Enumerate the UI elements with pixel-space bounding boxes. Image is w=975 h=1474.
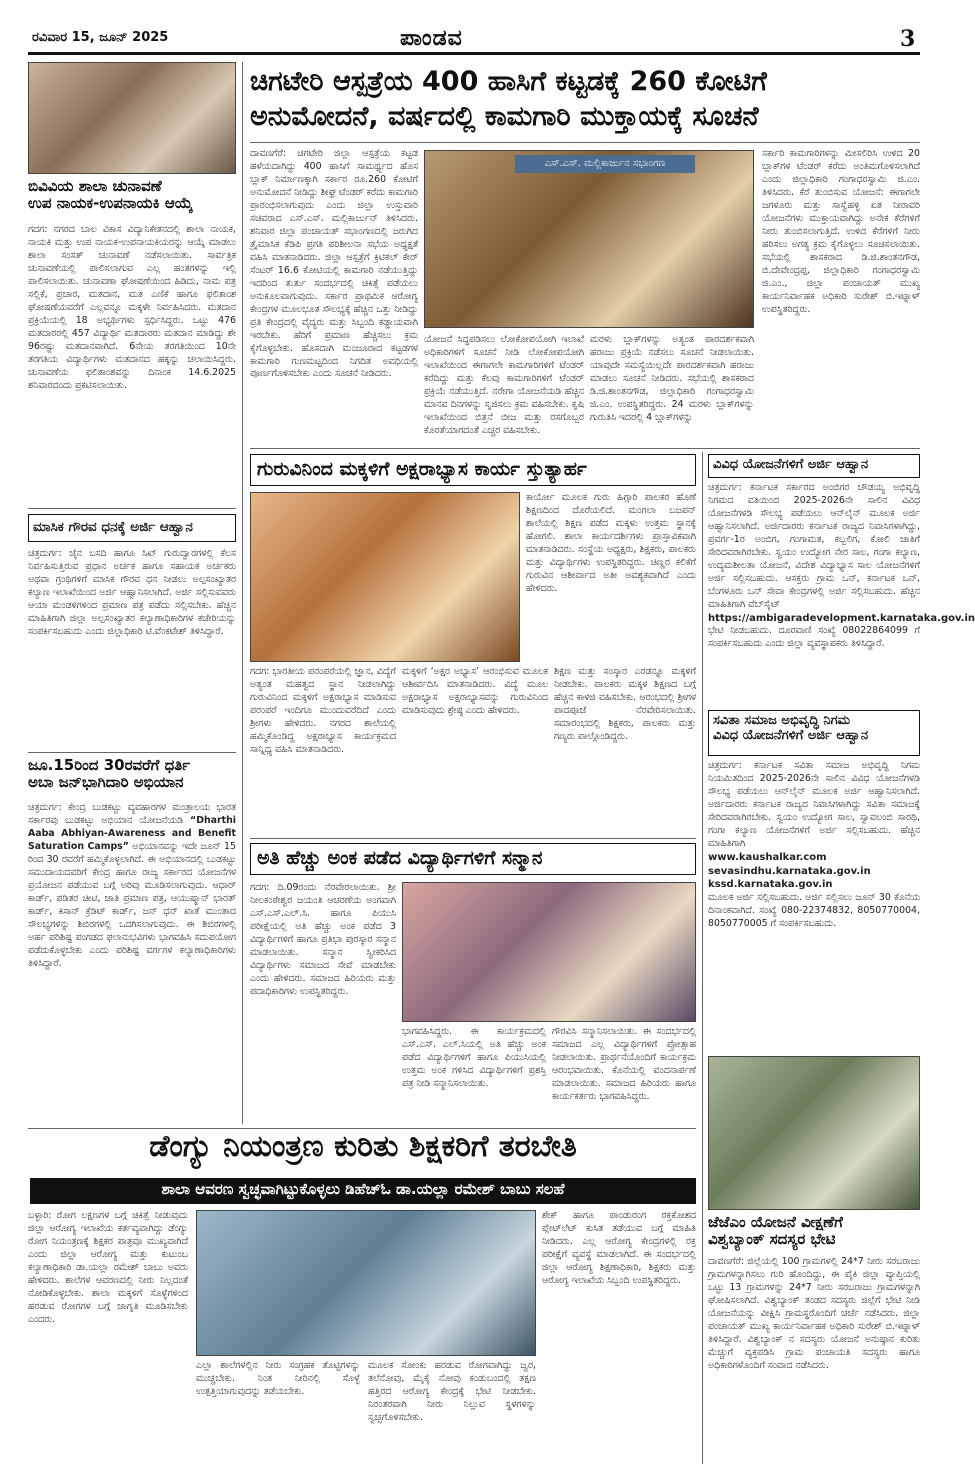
ambigara-url[interactable]: https://ambigaradevelopment.karnataka.gov.in	[708, 612, 975, 624]
dengue-training-photo	[196, 1210, 536, 1356]
akshara-col-3: ಶಿಕ್ಷಣ ಮತ್ತು ಸಂಸ್ಕಾರ ಎರಡನ್ನೂ ಮಕ್ಕಳಿಗೆ ನೀಡಬೇಕು. ಪಾಲಕರು ಮಕ್ಕಳ ಶಿಕ್ಷಣದ ಬಗ್ಗೆ ಹೆಚ್ಚಿನ ಕಾಳಜಿ ವಹಿಸಬೇಕು. ಆರಂಭದಲ್ಲಿ ಶ್ರೀಗಳ ಪಾದಪೂಜೆ ನೆರವೇರಿಸಲಾಯಿತು. ಸಮಾರಂಭದಲ್ಲಿ ಶಿಕ್ಷಕರು, ಪಾಲಕರು ಮತ್ತು ಗಣ್ಯರು ಪಾಲ್ಗೊಂಡಿದ್ದರು.	[554, 666, 696, 742]
honorarium-headline: ಮಾಸಿಕ ಗೌರವ ಧನಕ್ಕೆ ಅರ್ಜಿ ಆಹ್ವಾನ	[28, 514, 236, 542]
school-election-headline	[28, 178, 236, 213]
akshara-col-1: ಗದಗ: ಭಾರತೀಯ ಪರಂಪರೆಯಲ್ಲಿ ಜ್ಞಾನ, ವಿದ್ಯೆಗೆ ಅತ್ಯಂತ ಮಹತ್ವದ ಸ್ಥಾನ ನೀಡಲಾಗಿದ್ದು ಗುರುವಿನಿಂದ ಮಕ್ಕಳಿಗೆ ಅಕ್ಷರಾಭ್ಯಾಸ ಮಾಡಿಸುವ ಪರಂಪರೆ ಇಂದಿಗೂ ಮುಂದುವರೆದಿದೆ ಎಂದು ಶ್ರೀಗಳು ಹೇಳಿದರು. ನಗರದ ಶಾಲೆಯಲ್ಲಿ ಹಮ್ಮಿಕೊಂಡಿದ್ದ ಅಕ್ಷರಾಭ್ಯಾಸ ಕಾರ್ಯಕ್ರಮದ ಸಾನ್ನಿಧ್ಯ ವಹಿಸಿ ಮಾತನಾಡಿದರು.	[250, 666, 396, 755]
school-election-title: ಬಿವಿವಿಯ ಶಾಲಾ ಚುನಾವಣೆ	[28, 177, 162, 195]
savitha-headline	[708, 710, 920, 756]
divider	[250, 448, 920, 449]
jjm-subtitle: ವಿಶ್ವಬ್ಯಾಂಕ್ ಸದಸ್ಯರ ಭೇಟಿ	[708, 1230, 836, 1249]
savitha-title: ಸವಿತಾ ಸಮಾಜ ಅಭಿವೃದ್ಧಿ ನಿಗಮ	[713, 713, 851, 728]
jjm-photo	[708, 1056, 920, 1210]
ambigara-body	[708, 482, 975, 706]
column-rule	[242, 62, 243, 1124]
ambigara-text-2: ಭೇಟಿ ನೀಡಬಹುದು. ದೂರವಾಣಿ ಸಂಖ್ಯೆ 08022864099 ಗೆ ಸಂಪರ್ಕಿಸಬಹುದು ಎಂದು ಜಿಲ್ಲಾ ವ್ಯವಸ್ಥಾಪಕರು ತಿಳಿಸಿದ್ದಾರೆ.	[708, 625, 920, 650]
akshara-right-col: ಕಾರ್ಯೋ ಮೂಲಕ ಗುರು ಹಿಗ್ಗಾರಿ ಪಾಲಕರ ಹೊಣೆ ಶಿಕ್ಷಣದಿಂದ ದೊರೆಯಲಿದೆ. ಮಂಗಲಾ ಬಜಪನ್ ಶಾಲೆಯಲ್ಲಿ ಶಿಕ್ಷಣ ಪಡೆದ ಮಕ್ಕಳು ಉತ್ತಮ ಸ್ಥಾನಕ್ಕೆ ಹೋಗಲಿ. ಶಾಲಾ ಕಾರ್ಯದರ್ಶಿಗಳು ಪ್ರಾಸ್ತಾವಿಕವಾಗಿ ಮಾತನಾಡಿದರು. ಸಂಸ್ಥೆಯ ಅಧ್ಯಕ್ಷರು, ಶಿಕ್ಷಕರು, ಪಾಲಕರು ಮತ್ತು ವಿದ್ಯಾರ್ಥಿಗಳು ಉಪಸ್ಥಿತರಿದ್ದರು. ಚಿಣ್ಣರ ಕಲಿಕೆಗೆ ಗುರುವಿನ ಆಶೀರ್ವಾದ ಅತೀ ಅವಶ್ಯಕವಾಗಿದೆ ಎಂದು ಹೇಳಿದರು.	[526, 492, 696, 594]
felicitation-photo	[402, 882, 696, 1022]
lead-col-1: ದಾವಣಗೆರೆ: ಚಿಗಟೇರಿ ಜಿಲ್ಲಾ ಆಸ್ಪತ್ರೆಯ ಕಟ್ಟಡ ಹಳೆಯದಾಗಿದ್ದು 400 ಹಾಸಿಗೆ ಸಾಮರ್ಥ್ಯದ ಹೊಸ ಬ್ಲಾಕ್ ನಿರ್ಮಾಣಕ್ಕಾಗಿ ಸರ್ಕಾರ ರೂ.260 ಕೋಟಿಗೆ ಅನುಮೋದನೆ ನೀಡಿದ್ದು ಶೀಘ್ರ ಟೆಂಡರ್ ಕರೆದು ಕಾಮಗಾರಿ ಪ್ರಾರಂಭಿಸಲಾಗುವುದು ಎಂದು ಜಿಲ್ಲಾ ಉಸ್ತುವಾರಿ ಸಚಿವರಾದ ಎಸ್.ಎಸ್. ಮಲ್ಲಿಕಾರ್ಜುನ್ ತಿಳಿಸಿದರು. ಶನಿವಾರ ಜಿಲ್ಲಾ ಪಂಚಾಯತ್ ಸಭಾಂಗಣದಲ್ಲಿ ಜರುಗಿದ ತ್ರೈಮಾಸಿಕ ಕೆಡಿಪಿ ಪ್ರಗತಿ ಪರಿಶೀಲನಾ ಸಭೆಯ ಅಧ್ಯಕ್ಷತೆ ವಹಿಸಿ ಮಾತನಾಡಿದರು. ಜಿಲ್ಲಾ ಆಸ್ಪತ್ರೆಗೆ ಕ್ರಿಟಿಕಲ್ ಕೇರ್ ಸೆಂಟರ್ 16.6 ಕೋಟಿಯಲ್ಲಿ ಕಾಮಗಾರಿ ನಡೆಯುತ್ತಿದ್ದು ಇದರಿಂದ ತುರ್ತು ಸಂದರ್ಭದಲ್ಲಿ ಚಿಕಿತ್ಸೆ ಪಡೆಯಲು ಅನುಕೂಲವಾಗುವುದು. ಸರ್ಕಾರ ಪ್ರಾಥಮಿಕ ಆರೋಗ್ಯ ಕೇಂದ್ರಗಳ ಮೂಲಭೂತ ಸೌಲಭ್ಯಕ್ಕೆ ಹೆಚ್ಚಿನ ಒತ್ತು ನೀಡಿದ್ದು ಪ್ರತಿ ಕೇಂದ್ರದಲ್ಲಿ ವೈದ್ಯರು ಮತ್ತು ಸಿಬ್ಬಂದಿ ಕಡ್ಡಾಯವಾಗಿ ಇರಬೇಕು. ಹೆರಿಗೆ ಪ್ರಮಾಣ ಹೆಚ್ಚಿಸಲು ಕ್ರಮ ಕೈಗೊಳ್ಳಬೇಕು. ಹೊಸದಾಗಿ ಮಂಜೂರಾದ ಕಟ್ಟಡಗಳ ಕಾಮಗಾರಿ ಗುಣಮಟ್ಟದಿಂದ ನಿಗದಿತ ಅವಧಿಯಲ್ಲಿ ಪೂರ್ಣಗೊಳಿಸಬೇಕು ಎಂದು ಸೂಚನೆ ನೀಡಿದರು.	[250, 148, 418, 380]
savitha-text-2: ಮೂಲಕ ಅರ್ಜಿ ಸಲ್ಲಿಸಬಹುದು. ಅರ್ಜಿ ಸಲ್ಲಿಸಲು ಜೂನ್ 30 ಕೊನೆಯ ದಿನಾಂಕವಾಗಿದೆ. ಸಂಖ್ಯೆ 080-22374832, 8050770004, 8050770005 ಗೆ ಸಂಪರ್ಕಿಸಬಹುದು.	[708, 892, 920, 930]
savitha-body	[708, 760, 920, 1050]
meeting-photo	[424, 150, 754, 328]
dengue-col-4: ಶೇಕ್ ಹಾಗೂ ಪಾಂಡುರಂಗ ರಕ್ತಕೋಶದ ಪ್ಲೇಟ್‌ಲೆಟ್ ಕುಸಿತ ತಡೆಯುವ ಬಗ್ಗೆ ಮಾಹಿತಿ ನೀಡಿದರು. ಎಲ್ಲ ಆರೋಗ್ಯ ಕೇಂದ್ರಗಳಲ್ಲಿ ರಕ್ತ ಪರೀಕ್ಷೆಗೆ ವ್ಯವಸ್ಥೆ ಮಾಡಲಾಗಿದೆ. ಈ ಸಂದರ್ಭದಲ್ಲಿ ಜಿಲ್ಲಾ ಆರೋಗ್ಯ ಶಿಕ್ಷಣಾಧಿಕಾರಿ, ಶಿಕ್ಷಕರು ಮತ್ತು ಆರೋಗ್ಯ ಇಲಾಖೆಯ ಸಿಬ್ಬಂದಿ ಉಪಸ್ಥಿತರಿದ್ದರು.	[542, 1210, 696, 1286]
dharti-aaba-english-title: “Dharthi Aaba Abhiyan-Awareness and Benefit Saturation Camps”	[28, 814, 236, 852]
dengue-col-2: ಎಲ್ಲಾ ಶಾಲೆಗಳಲ್ಲಿನ ನೀರು ಸಂಗ್ರಹಕ ತೊಟ್ಟಿಗಳನ್ನು ಮುಚ್ಚಬೇಕು. ನಿಂತ ನೀರಿನಲ್ಲಿ ಸೊಳ್ಳೆ ಉತ್ಪತ್ತಿಯಾಗುವುದನ್ನು ತಡೆಯಬೇಕು.	[196, 1360, 360, 1397]
lead-col-3: ಮರಳು ಬ್ಲಾಕ್‌ಗಳನ್ನು ಅತ್ಯಂತ ಪಾರದರ್ಶಕವಾಗಿ ಹರಾಜು ಪ್ರಕ್ರಿಯೆ ನಡೆಸಲು ಸೂಚನೆ ನೀಡಲಾಯಿತು. ಯಾವುದೇ ಸಮಸ್ಯೆಯಿಲ್ಲದೇ ಪಾರದರ್ಶಕವಾಗಿ ಹರಾಜು ಮಾಡಲು ಸೂಚನೆ ನೀಡಿದರು. ಸಭೆಯಲ್ಲಿ ಶಾಸಕರಾದ ಡಿ.ಜಿ.ಶಾಂತನಗೌಡ, ಜಿಲ್ಲಾಧಿಕಾರಿ ಗಂಗಾಧರಸ್ವಾಮಿ ಜಿ.ಎಂ. ಉಪಸ್ಥಿತರಿದ್ದರು. 24 ಮರಳು ಬ್ಲಾಕ್‌ಗಳನ್ನು ಗುರುತಿಸಿ ಇದರಲ್ಲಿ 4 ಬ್ಲಾಕ್‌ಗಳನ್ನು	[590, 334, 754, 423]
dharti-aaba-headline	[28, 757, 236, 792]
savitha-text: ಚಿತ್ರದುರ್ಗ: ಕರ್ನಾಟಕ ಸವಿತಾ ಸಮಾಜ ಅಭಿವೃದ್ಧಿ ನಿಗಮ ನಿಯಮಿತದಿಂದ 2025-2026ನೇ ಸಾಲಿನ ವಿವಿಧ ಯೋಜನೆಗಳಡಿ ಸೌಲಭ್ಯ ಪಡೆಯಲು ಆನ್‌ಲೈನ್ ಮೂಲಕ ಅರ್ಜಿ ಆಹ್ವಾನಿಸಲಾಗಿದೆ. ಅರ್ಜಿದಾರರು ಕರ್ನಾಟಕ ರಾಜ್ಯದ ನಿವಾಸಿಗಳಾಗಿದ್ದು ಸವಿತಾ ಸಮಾಜಕ್ಕೆ ಸೇರಿದವರಾಗಿರಬೇಕು. ಸ್ವಯಂ ಉದ್ಯೋಗ ಸಾಲ, ಸ್ವಾವಲಂಬಿ ಸಾರಥಿ, ಗಂಗಾ ಕಲ್ಯಾಣ ಯೋಜನೆಗಳಿಗೆ ಅರ್ಜಿ ಸಲ್ಲಿಸಬಹುದು. ಹೆಚ್ಚಿನ ಮಾಹಿತಿಗಾಗಿ	[708, 760, 920, 849]
divider	[250, 142, 920, 143]
honorarium-body: ಚಿತ್ರದುರ್ಗ: ಜೈನ ಬಸದಿ ಹಾಗೂ ಸಿಖ್ ಗುರುದ್ವಾರಗಳಲ್ಲಿ ಕೆಲಸ ನಿರ್ವಹಿಸುತ್ತಿರುವ ಪ್ರಧಾನ ಅರ್ಚಕ ಹಾಗೂ ಸಹಾಯಕ ಅರ್ಚಕರು ಅಥವಾ ಗ್ರಂಥಿಗಳಿಗೆ ಮಾಸಿಕ ಗೌರವ ಧನ ನೀಡಲು ಅಲ್ಪಸಂಖ್ಯಾತರ ಕಲ್ಯಾಣ ಇಲಾಖೆಯಿಂದ ಅರ್ಜಿ ಆಹ್ವಾನಿಸಲಾಗಿದೆ. ಅರ್ಜಿ ಸಲ್ಲಿಸುವವರು ಆಯಾ ಮಂಡಳಿಗಳಿಂದ ಪ್ರಮಾಣ ಪತ್ರ ಪಡೆದು ಸಲ್ಲಿಸಬೇಕು. ಹೆಚ್ಚಿನ ಮಾಹಿತಿಗಾಗಿ ಜಿಲ್ಲಾ ಅಲ್ಪಸಂಖ್ಯಾತರ ಕಲ್ಯಾಣಾಧಿಕಾರಿಗಳ ಕಚೇರಿಯನ್ನು ಸಂಪರ್ಕಿಸಬಹುದು ಎಂದು ಜಿಲ್ಲಾಧಿಕಾರಿ ಟಿ.ವೆಂಕಟೇಶ್ ತಿಳಿಸಿದ್ದಾರೆ.	[28, 548, 236, 637]
dengue-headline: ಡೆಂಗ್ಯು ನಿಯಂತ್ರಣ ಕುರಿತು ಶಿಕ್ಷಕರಿಗೆ ತರಬೇತಿ	[149, 1129, 577, 1164]
dharti-aaba-text-1: ಚಿತ್ರದುರ್ಗ: ಕೇಂದ್ರ ಬುಡಕಟ್ಟು ವ್ಯವಹಾರಗಳ ಮಂತ್ರಾಲಯ ಭಾರತ ಸರ್ಕಾರವು ಬುಡಕಟ್ಟು ಅಭಿಯಾನ ಯೋಜನೆಯಡಿ	[28, 802, 236, 826]
divider	[28, 752, 236, 753]
issue-date: ರವಿವಾರ 15, ಜೂನ್ 2025	[32, 30, 169, 45]
page-number: 3	[900, 26, 916, 52]
dharti-aaba-subtitle: ಅಬಾ ಜನ್‌ಭಾಗಿದಾರಿ ಅಭಿಯಾನ	[28, 773, 184, 792]
felicitation-headline: ಅತಿ ಹೆಚ್ಚು ಅಂಕ ಪಡೆದ ವಿದ್ಯಾರ್ಥಿಗಳಿಗೆ ಸನ್ಮಾನ	[250, 843, 696, 875]
divider	[250, 838, 696, 839]
school-election-photo	[28, 62, 236, 174]
jjm-headline	[708, 1214, 920, 1249]
lead-headline-line-2: ಅನುಮೋದನೆ, ವರ್ಷದಲ್ಲಿ ಕಾಮಗಾರಿ ಮುಕ್ತಾಯಕ್ಕೆ ಸೂಚನೆ	[250, 101, 759, 133]
savitha-subtitle: ವಿವಿಧ ಯೋಜನೆಗಳಿಗೆ ಅರ್ಜಿ ಆಹ್ವಾನ	[713, 727, 869, 743]
meeting-banner: ಎಸ್.ಎಸ್. ಮಲ್ಲಿಕಾರ್ಜುನ ಸಭಾಂಗಣ	[515, 155, 695, 173]
column-rule	[702, 452, 703, 1464]
lead-col-2: ಯೋಜನೆ ಸಿದ್ಧಪಡಿಸಲು ಲೋಕೋಪಯೋಗಿ ಇಲಾಖೆ ಅಧಿಕಾರಿಗಳಿಗೆ ಸೂಚನೆ ನೀಡಿ ಲೋಕೋಪಯೋಗಿ ಇಲಾಖೆಯಿಂದ ಈಗಾಗಲೇ ಕಾಮಗಾರಿಗಳಿಗೆ ಟೆಂಡರ್ ಕರೆದಿದ್ದು ಮತ್ತು ಕೆಲವು ಕಾಮಗಾರಿಗಳಿಗೆ ಟೆಂಡರ್ ಪ್ರಕ್ರಿಯೆ ನಡೆಯುತ್ತಿದೆ. ನರೇಗಾ ಯೋಜನೆಯಡಿ ಹೆಚ್ಚಿನ ಮಾನವ ದಿನಗಳನ್ನು ಸೃಜಿಸಲು ಕ್ರಮ ವಹಿಸಬೇಕು. ಕೃಷಿ ಇಲಾಖೆಯಿಂದ ಬಿತ್ತನೆ ಬೀಜ ಮತ್ತು ರಸಗೊಬ್ಬರ ಕೊರತೆಯಾಗದಂತೆ ಎಚ್ಚರ ವಹಿಸಬೇಕು.	[424, 334, 584, 436]
felicitation-col-2: ಭಾಗವಹಿಸಿದ್ದರು. ಈ ಕಾರ್ಯಕ್ರಮದಲ್ಲಿ ಎಸ್.ಎಸ್. ಎಲ್.ಸಿಯಲ್ಲಿ ಅತಿ ಹೆಚ್ಚು ಅಂಕ ಪಡೆದ ವಿದ್ಯಾರ್ಥಿಗಳಿಗೆ ಹಾಗೂ ಪಿಯುಸಿಯಲ್ಲಿ ಉತ್ತಮ ಅಂಕ ಗಳಿಸಿದ ವಿದ್ಯಾರ್ಥಿಗಳಿಗೆ ಪ್ರಶಸ್ತಿ ಪತ್ರ ನೀಡಿ ಸನ್ಮಾನಿಸಲಾಯಿತು.	[402, 1026, 546, 1089]
sevasindhu-url[interactable]: sevasindhu.karnataka.gov.in	[708, 865, 871, 877]
newspaper-name: ಪಾಂಡವ	[400, 26, 463, 51]
dengue-subheadline: ಶಾಲಾ ಆವರಣ ಸ್ವಚ್ಛವಾಗಿಟ್ಟುಕೊಳ್ಳಲು ಡಿಹೆಚ್‌ಓ ಡಾ.ಯಲ್ಲಾ ರಮೇಶ್ ಬಾಬು ಸಲಹೆ	[30, 1178, 696, 1204]
masthead	[0, 0, 945, 58]
lead-headline	[250, 64, 920, 134]
akshara-col-2: ಮಕ್ಕಳಿಗೆ ‘ಅಕ್ಷರ ಅಭ್ಯಾಸ’ ಆರಂಭಿಸುವ ಮೂಲಕ ಆಶೀರ್ವದಿಸಿ ಮಾತನಾಡಿದರು. ವಿದ್ಯೆ ಮೂಲ ಅಕ್ಷರಾಭ್ಯಾಸ ಅಕ್ಷರಾಭ್ಯಾಸವನ್ನು ಗುರುವಿನಿಂದ ಮಾಡಿಸುವುದು ಶ್ರೇಷ್ಠ ಎಂದು ಹೇಳಿದರು.	[402, 666, 548, 716]
dengue-col-3: ಮೂಲಕ ಸೋಂಕು ಹರಡುವ ರೋಗವಾಗಿದ್ದು ಜ್ವರ, ತಲೆನೋವು, ಮೈಕೈ ನೋವು ಕಂಡುಬಂದಲ್ಲಿ ತಕ್ಷಣ ಹತ್ತಿರದ ಆರೋಗ್ಯ ಕೇಂದ್ರಕ್ಕೆ ಭೇಟಿ ನೀಡಬೇಕು. ನಿರಂತರವಾಗಿ ನೀರು ನಿಲ್ಲುವ ಸ್ಥಳಗಳನ್ನು ಸ್ವಚ್ಛಗೊಳಿಸಬೇಕು.	[368, 1360, 536, 1423]
ambigara-text: ಚಿತ್ರದುರ್ಗ: ಕರ್ನಾಟಕ ಸರ್ಕಾರದ ಅಂಬಿಗರ ಚೌಡಯ್ಯ ಅಭಿವೃದ್ಧಿ ನಿಗಮದ ವತಿಯಿಂದ 2025-2026ನೇ ಸಾಲಿನ ವಿವಿಧ ಯೋಜನೆಗಳಡಿ ಸೌಲಭ್ಯ ಪಡೆಯಲು ಆನ್‌ಲೈನ್ ಮೂಲಕ ಅರ್ಜಿ ಆಹ್ವಾನಿಸಲಾಗಿದೆ. ಅರ್ಜಿದಾರರು ಕರ್ನಾಟಕ ರಾಜ್ಯದ ನಿವಾಸಿಗಳಾಗಿದ್ದು, ಪ್ರವರ್ಗ-1ರ ಅಂಬಿಗ, ಗಂಗಾಮತ, ಕಬ್ಬಲಿಗ, ಕೋಲಿ ಜಾತಿಗೆ ಸೇರಿದವರಾಗಿರಬೇಕು. ಸ್ವಯಂ ಉದ್ಯೋಗ ನೇರ ಸಾಲ, ಗಂಗಾ ಕಲ್ಯಾಣ, ಉದ್ಯಮಶೀಲತಾ ಯೋಜನೆ, ವಿದೇಶ ವಿದ್ಯಾಭ್ಯಾಸ ಸಾಲ ಯೋಜನೆಗಳಿಗೆ ಅರ್ಜಿ ಸಲ್ಲಿಸಬಹುದು. ಆಸಕ್ತರು ಗ್ರಾಮ ಒನ್, ಕರ್ನಾಟಕ ಒನ್, ಬೆಂಗಳೂರು ಒನ್ ಸೇವಾ ಕೇಂದ್ರಗಳಲ್ಲಿ ಅರ್ಜಿ ಸಲ್ಲಿಸಬಹುದು. ಹೆಚ್ಚಿನ ಮಾಹಿತಿಗಾಗಿ ವೆಬ್‌ಸೈಟ್	[708, 482, 920, 610]
masthead-rule	[28, 52, 920, 55]
felicitation-col-1: ಗದಗ: ದಿ.09ರಂದು ನೆರವೇರಲಾಯಿತು. ಶ್ರೀ ನೀಲಕಂಠೇಶ್ವರ ಜಯಂತಿ ಆಚರಣೆಯ ಅಂಗವಾಗಿ ಎಸ್.ಎಸ್.ಎಲ್.ಸಿ. ಹಾಗೂ ಪಿಯುಸಿ ಪರೀಕ್ಷೆಯಲ್ಲಿ ಅತಿ ಹೆಚ್ಚು ಅಂಕ ಪಡೆದ 3 ವಿದ್ಯಾರ್ಥಿಗಳಿಗೆ ಹಾಗೂ ಪ್ರತಿಭಾ ಪುರಸ್ಕಾರ ಸನ್ಮಾನ ಮಾಡಲಾಯಿತು. ಸನ್ಮಾನ ಸ್ವೀಕರಿಸಿದ ವಿದ್ಯಾರ್ಥಿಗಳು ಸಮಾಜದ ಸೇವೆ ಮಾಡಬೇಕು ಎಂದು ಹೇಳಿದರು. ಸಮಾಜದ ಹಿರಿಯರು ಮತ್ತು ಪದಾಧಿಕಾರಿಗಳು ಉಪಸ್ಥಿತರಿದ್ದರು.	[250, 882, 396, 997]
dharti-aaba-text-2: ಅಭಿಯಾನವನ್ನು ಇದೇ ಜೂನ್ 15 ರಿಂದ 30 ರವರೆಗೆ ಹಮ್ಮಿಕೊಳ್ಳಲಾಗಿದೆ. ಈ ಅಭಿಯಾನದಲ್ಲಿ ಬುಡಕಟ್ಟು ಸಮುದಾಯದವರಿಗೆ ಕೇಂದ್ರ ಹಾಗೂ ರಾಜ್ಯ ಸರ್ಕಾರದ ಯೋಜನೆಗಳ ಪ್ರಯೋಜನ ಪಡೆಯುವ ಬಗ್ಗೆ ಅರಿವು ಮೂಡಿಸಲಾಗುವುದು. ಆಧಾರ್ ಕಾರ್ಡ್, ಪಡಿತರ ಚೀಟಿ, ಜಾತಿ ಪ್ರಮಾಣ ಪತ್ರ, ಆಯುಷ್ಮಾನ್ ಭಾರತ್ ಕಾರ್ಡ್, ಕಿಸಾನ್ ಕ್ರೆಡಿಟ್ ಕಾರ್ಡ್, ಜನ್ ಧನ್ ಖಾತೆ ಮುಂತಾದ ಸೌಲಭ್ಯಗಳನ್ನು ಶಿಬಿರಗಳಲ್ಲಿ ಒದಗಿಸಲಾಗುವುದು. ಈ ಶಿಬಿರಗಳಲ್ಲಿ ಅರ್ಹ ಪರಿಶಿಷ್ಟ ಪಂಗಡದ ಫಲಾನುಭವಿಗಳು ಭಾಗವಹಿಸಿ ಸದುಪಯೋಗ ಪಡೆದುಕೊಳ್ಳಬೇಕು ಎಂದು ಪರಿಶಿಷ್ಟ ವರ್ಗಗಳ ಕಲ್ಯಾಣಾಧಿಕಾರಿಗಳು ತಿಳಿಸಿದ್ದಾರೆ.	[28, 840, 236, 969]
school-election-subtitle: ಉಪ ನಾಯಕ-ಉಪನಾಯಕಿ ಆಯ್ಕೆ	[28, 194, 193, 213]
dengue-col-1: ಬಳ್ಳಾರಿ: ರೋಗ ಲಕ್ಷಣಗಳ ಬಗ್ಗೆ ಚಿಕಿತ್ಸೆ ನೀಡುವುದು ಜಿಲ್ಲಾ ಆರೋಗ್ಯ ಇಲಾಖೆಯ ಕರ್ತವ್ಯವಾಗಿದ್ದು ಡೆಂಗ್ಯು ರೋಗ ನಿಯಂತ್ರಣಕ್ಕೆ ಶಿಕ್ಷಕರ ಪಾತ್ರವೂ ಮುಖ್ಯವಾಗಿದೆ ಎಂದು ಜಿಲ್ಲಾ ಆರೋಗ್ಯ ಮತ್ತು ಕುಟುಂಬ ಕಲ್ಯಾಣಾಧಿಕಾರಿ ಡಾ.ಯಲ್ಲಾ ರಮೇಶ್ ಬಾಬು ಅವರು ಹೇಳಿದರು. ಶಾಲೆಗಳ ಆವರಣದಲ್ಲಿ ನೀರು ನಿಲ್ಲದಂತೆ ನೋಡಿಕೊಳ್ಳಬೇಕು. ಶಾಲಾ ಮಕ್ಕಳಿಗೆ ಸೊಳ್ಳೆಗಳಿಂದ ಹರಡುವ ರೋಗಗಳ ಬಗ್ಗೆ ಜಾಗೃತಿ ಮೂಡಿಸಬೇಕು ಎಂದರು.	[28, 1210, 188, 1325]
divider	[28, 508, 236, 509]
felicitation-col-3: ಗೌರವಿಸಿ ಸನ್ಮಾನಿಸಲಾಯಿತು. ಈ ಸಂದರ್ಭದಲ್ಲಿ ಸಮಾಜದ ಎಲ್ಲ ವಿದ್ಯಾರ್ಥಿಗಳಿಗೆ ಪ್ರೋತ್ಸಾಹ ನೀಡಲಾಯಿತು. ಪ್ರಾರ್ಥನೆಯೊಂದಿಗೆ ಕಾರ್ಯಕ್ರಮ ಆರಂಭವಾಯಿತು. ಕೊನೆಯಲ್ಲಿ ವಂದನಾರ್ಪಣೆ ಮಾಡಲಾಯಿತು. ಸಮಾಜದ ಹಿರಿಯರು ಹಾಗೂ ಕಾರ್ಯಕರ್ತರು ಭಾಗವಹಿಸಿದ್ದರು.	[552, 1026, 696, 1102]
kaushalkar-url[interactable]: www.kaushalkar.com	[708, 851, 827, 863]
lead-col-4: ಸರ್ಕಾರಿ ಕಾಮಗಾರಿಗಳನ್ನು ಮೀಸಲಿರಿಸಿ ಉಳಿದ 20 ಬ್ಲಾಕ್‌ಗಳ ಟೆಂಡರ್ ಕರೆದು ಅಂತಿಮಗೊಳಿಸಲಾಗಿದೆ ಎಂದು ಜಿಲ್ಲಾಧಿಕಾರಿ ಗಂಗಾಧರಸ್ವಾಮಿ ಜಿ.ಎಂ. ತಿಳಿಸಿದರು. ಕೆರೆ ತುಂಬಿಸುವ ಯೋಜನೆ: ಈಗಾಗಲೇ ಜಗಳೂರು ಮತ್ತು ಸಾಸ್ವೆಹಳ್ಳಿ ಏತ ನೀರಾವರಿ ಯೋಜನೆಗಳು ಮುಕ್ತಾಯವಾಗಿದ್ದು ಅನೇಕ ಕೆರೆಗಳಿಗೆ ನೀರು ತುಂಬಿಸಲಾಗುತ್ತಿದೆ. ಉಳಿದ ಕೆರೆಗಳಿಗೆ ನೀರು ಹರಿಸಲು ಅಗತ್ಯ ಕ್ರಮ ಕೈಗೊಳ್ಳಲು ಸೂಚಿಸಲಾಯಿತು. ಸಭೆಯಲ್ಲಿ ಶಾಸಕರಾದ ಡಿ.ಜಿ.ಶಾಂತನಗೌಡ, ಬಿ.ದೇವೇಂದ್ರಪ್ಪ, ಜಿಲ್ಲಾಧಿಕಾರಿ ಗಂಗಾಧರಸ್ವಾಮಿ ಜಿ.ಎಂ., ಜಿಲ್ಲಾ ಪಂಚಾಯತ್ ಮುಖ್ಯ ಕಾರ್ಯನಿರ್ವಾಹಕ ಅಧಿಕಾರಿ ಸುರೇಶ್ ಬಿ.ಇಟ್ನಾಳ್ ಉಪಸ್ಥಿತರಿದ್ದರು.	[762, 148, 920, 315]
lead-headline-line-1: ಚಿಗಟೇರಿ ಆಸ್ಪತ್ರೆಯ 400 ಹಾಸಿಗೆ ಕಟ್ಟಡಕ್ಕೆ 260 ಕೋಟಿಗೆ	[250, 66, 767, 97]
kssd-url[interactable]: kssd.karnataka.gov.in	[708, 879, 833, 891]
school-election-body: ಗದಗ: ನಗರದ ಬಾಲ ವಿಕಾಸ ವಿದ್ಯಾನಿಕೇತನದಲ್ಲಿ ಶಾಲಾ ನಾಯಕ, ನಾಯಕಿ ಮತ್ತು ಉಪ ನಾಯಕ-ಉಪನಾಯಕಿಯರನ್ನು ಆಯ್ಕೆ ಮಾಡಲು ಶಾಲಾ ಸಂಸತ್ ಚುನಾವಣೆ ನಡೆಸಲಾಯಿತು. ಸಾರ್ವತ್ರಿಕ ಚುನಾವಣೆಯಲ್ಲಿ ಪಾಲಿಸಲಾಗುವ ಎಲ್ಲ ಹಂತಗಳನ್ನು ಇಲ್ಲಿ ಪಾಲಿಸಲಾಯಿತು. ಚುನಾವಣಾ ಘೋಷಣೆಯಿಂದ ಹಿಡಿದು, ನಾಮ ಪತ್ರ ಸಲ್ಲಿಕೆ, ಪ್ರಚಾರ, ಮತದಾನ, ಮತ ಎಣಿಕೆ ಹಾಗೂ ಫಲಿತಾಂಶ ಘೋಷಣೆಯವರೆಗೆ ಎಲ್ಲವನ್ನೂ ಮಕ್ಕಳೇ ನಿರ್ವಹಿಸಿದರು. ಮತದಾನ ಪ್ರಕ್ರಿಯೆಯಲ್ಲಿ 18 ಅಭ್ಯರ್ಥಿಗಳು ಸ್ಪರ್ಧಿಸಿದ್ದರು. ಒಟ್ಟು 476 ಮತದಾರರಲ್ಲಿ 457 ವಿದ್ಯಾರ್ಥಿ ಮತದಾರರು ಮತದಾನ ಮಾಡಿದ್ದು ಶೇ 96ರಷ್ಟು ಮತದಾನವಾಗಿದೆ. 6ನೇಯ ತರಗತಿಯಿಂದ 10ನೇ ತರಗತಿಯ ವಿದ್ಯಾರ್ಥಿಗಳು ಮತದಾನದ ಹಕ್ಕನ್ನು ಚಲಾಯಿಸಿದ್ದರು. ಚುನಾವಣೆಯ ಫಲಿತಾಂಶವನ್ನು ದಿನಾಂಕ 14.6.2025 ಶನಿವಾರದಂದು ಪ್ರಕಟಿಸಲಾಯಿತು.	[28, 224, 236, 391]
jjm-body: ದಾವಣಗೆರೆ: ಜಿಲ್ಲೆಯಲ್ಲಿ 100 ಗ್ರಾಮಗಳಲ್ಲಿ 24*7 ನೀರು ಸರಬರಾಜು ಗ್ರಾಮಗಳನ್ನಾಗಿಸಲು ಗುರಿ ಹೊಂದಿದ್ದು, ಈ ಪೈಕಿ ಜಿಲ್ಲಾ ವ್ಯಾಪ್ತಿಯಲ್ಲಿ ಒಟ್ಟು 13 ಗ್ರಾಮಗಳನ್ನು 24*7 ನೀರು ಸರಬರಾಜು ಗ್ರಾಮಗಳನ್ನಾಗಿ ಘೋಷಿಸಲಾಗಿದೆ. ವಿಶ್ವಬ್ಯಾಂಕ್ ತಂಡದ ಸದಸ್ಯರು ಜಿಲ್ಲೆಗೆ ಭೇಟಿ ನೀಡಿ ಯೋಜನೆಯನ್ನು ವೀಕ್ಷಿಸಿ ಗ್ರಾಮಸ್ಥರೊಂದಿಗೆ ಚರ್ಚೆ ನಡೆಸಿದರು. ಜಿಲ್ಲಾ ಪಂಚಾಯತ್ ಮುಖ್ಯ ಕಾರ್ಯನಿರ್ವಾಹಕ ಅಧಿಕಾರಿ ಸುರೇಶ್ ಬಿ.ಇಟ್ನಾಳ್ ತಿಳಿಸಿದ್ದಾರೆ. ವಿಶ್ವಬ್ಯಾಂಕ್ ನ ಸದಸ್ಯರು ಯೋಜನೆ ಅನುಷ್ಠಾನ ಕುರಿತು ಮೆಚ್ಚುಗೆ ವ್ಯಕ್ತಪಡಿಸಿ ಗ್ರಾಮ ಪಂಚಾಯತಿ ಸದಸ್ಯರು ಹಾಗೂ ಅಧಿಕಾರಿಗಳೊಂದಿಗೆ ಸಂವಾದ ನಡೆಸಿದರು.	[708, 1256, 920, 1371]
ambigara-headline: ವಿವಿಧ ಯೋಜನೆಗಳಿಗೆ ಅರ್ಜಿ ಆಹ್ವಾನ	[708, 454, 920, 478]
dharti-aaba-body	[28, 802, 236, 1124]
dharti-aaba-title: ಜೂ.15ರಿಂದ 30ರವರೆಗೆ ಧರ್ತಿ	[28, 756, 191, 774]
akshara-photo	[250, 492, 520, 662]
akshara-headline: ಗುರುವಿನಿಂದ ಮಕ್ಕಳಿಗೆ ಅಕ್ಷರಾಭ್ಯಾಸ ಕಾರ್ಯ ಸ್ತುತ್ಯಾರ್ಹ	[250, 454, 696, 486]
jjm-title: ಜೆಜೆಎಂ ಯೋಜನೆ ವೀಕ್ಷಣೆಗೆ	[708, 1213, 843, 1231]
